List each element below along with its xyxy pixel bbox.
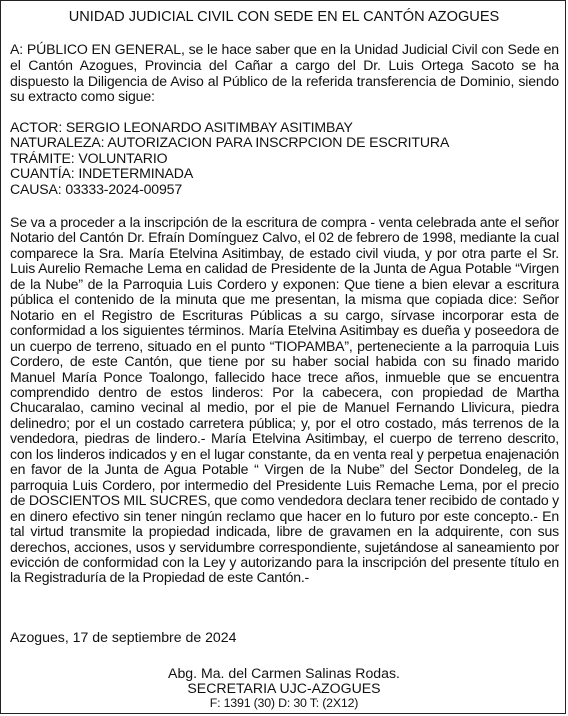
- notice-title: UNIDAD JUDICIAL CIVIL CON SEDE EN EL CANTÓN AZOGUES: [68, 9, 500, 25]
- detail-naturaleza: NATURALEZA: AUTORIZACION PARA INSCRPCION DE ESCRITURA: [10, 134, 450, 151]
- case-details: [10, 120, 559, 197]
- detail-actor: ACTOR: SERGIO LEONARDO ASITIMBAY ASITIMBAY: [10, 119, 353, 135]
- body-paragraph: Se va a proceder a la inscripción de la escritura de compra - venta celebrada ante el señor Notario del Cantón Dr. Efraín Domínguez Calvo, el 02 de febrero de 1998, mediante la cual comparece la Sra. María Etelvina Asitimbay, de estado civil viuda, y por otra parte el Sr. Luis Aurelio Remache Lema en calidad de Presidente de la Junta de Agua Potable “Virgen de la Nube” de la Parroquia Luis Cordero y exponen: Que tiene a bien elevar a escritura pública el contenido de la minuta que me presentan, la misma que copiada dice: Señor Notario en el Registro de Escrituras Públicas a su cargo, sírvase incorporar esta de conformidad a los siguientes términos. María Etelvina Asitimbay es dueña y poseedora de un cuerpo de terreno, situado en el punto “TIOPAMBA”, perteneciente a la parroquia Luis Cordero, de este Cantón, que tiene por su haber social habida con su finado marido Manuel María Ponce Toalongo, fallecido hace trece años, inmueble que se encuentra comprendido dentro de estos linderos: Por la cabecera, con propiedad de Martha Chucaralao, camino vecinal al medio, por el pie de Manuel Fernando Llivicura, piedra delinedro; por el un costado carretera pública; y, por el otro costado, más terrenos de la vendedora, piedras de lindero.- María Etelvina Asitimbay, el cuerpo de terreno descrito, con los linderos indicados y en el lugar constante, da en venta real y perpetua enajenación en favor de la Junta de Agua Potable “ Virgen de la Nube” del Sector Dondeleg, de la parroquia Luis Cordero, por intermedio del Presidente Luis Remache Lema, por el precio de DOSCIENTOS MIL SUCRES, que como vendedora declara tener recibido de contado y en dinero efectivo sin tener ningún reclamo que hacer en lo futuro por este concepto.- En tal virtud transmite la propiedad indicada, libre de gravamen en la adquirente, con sus derechos, acciones, usos y servidumbre correspondiente, sujetándose al saneamiento por evicción de conformidad con la Ley y autorizando para la inscripción del presente título en la Registraduría de la Propiedad de este Cantón.-: [10, 214, 559, 586]
- detail-cuantia: CUANTÍA: INDETERMINADA: [10, 165, 194, 182]
- publication-reference: F: 1391 (30) D: 30 T: (2X12): [209, 696, 359, 710]
- signatory-name: Abg. Ma. del Carmen Salinas Rodas.: [168, 665, 400, 681]
- intro-paragraph: A: PÚBLICO EN GENERAL, se le hace saber que en la Unidad Judicial Civil con Sede en el Cantón Azogues, Provincia del Cañar a cargo del Dr. Luis Ortega Sacoto se ha dispuesto la Diligencia de Aviso al Público de la referida transferencia de Dominio, siendo su extracto como sigue:: [10, 41, 559, 105]
- notice-date: Azogues, 17 de septiembre de 2024: [10, 629, 237, 645]
- detail-tramite: TRÁMITE: VOLUNTARIO: [10, 149, 168, 166]
- detail-causa: CAUSA: 03333-2024-00957: [10, 180, 183, 197]
- signatory-role: SECRETARIA UJC-AZOGUES: [187, 680, 381, 696]
